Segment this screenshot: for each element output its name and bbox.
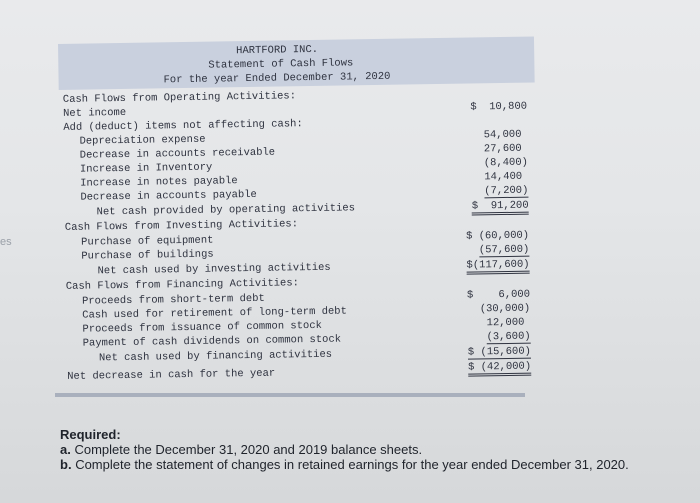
investing-item-label: Purchase of buildings <box>81 248 214 263</box>
investing-total-value: $(117,600) <box>466 259 529 275</box>
margin-fragment: es <box>0 236 12 248</box>
net-change-value: $ (42,000) <box>468 361 531 377</box>
net-income-label: Net income <box>63 106 127 120</box>
statement-header <box>58 37 535 90</box>
required-instructions <box>60 428 629 472</box>
statement-period: For the year Ended December 31, 2020 <box>163 70 391 87</box>
financing-item-label: Proceeds from short-term debt <box>81 292 265 308</box>
operating-item-label: Decrease in accounts receivable <box>79 146 276 162</box>
financing-item-label: Proceeds from issuance of common stock <box>82 319 323 336</box>
operating-heading: Cash Flows from Operating Activities: <box>62 90 297 106</box>
operating-item-label: Increase in notes payable <box>80 175 238 190</box>
financing-item-value: (30,000) <box>479 302 531 316</box>
company-name: HARTFORD INC. <box>236 43 319 58</box>
net-change-label: Net decrease in cash for the year <box>67 367 276 383</box>
investing-item-label: Purchase of equipment <box>81 234 214 249</box>
item-letter: b. <box>60 457 72 472</box>
required-title: Required: <box>60 427 121 442</box>
operating-item-value: 54,000 <box>483 128 522 142</box>
investing-heading: Cash Flows from Investing Activities: <box>64 218 299 234</box>
financing-item-value: 12,000 <box>486 316 525 330</box>
operating-item-value: (8,400) <box>483 156 529 170</box>
financing-item-label: Payment of cash dividends on common stock <box>82 333 342 350</box>
financing-heading: Cash Flows from Financing Activities: <box>65 277 300 293</box>
operating-item-value: 14,400 <box>484 170 523 184</box>
required-item-a <box>60 442 629 457</box>
item-text: Complete the December 31, 2020 and 2019 balance sheets. <box>74 442 423 457</box>
net-income-value: $ 10,800 <box>470 100 528 114</box>
financing-item-label: Cash used for retirement of long-term debt <box>82 305 347 322</box>
operating-item-label: Increase in Inventory <box>79 161 213 176</box>
financing-item-value: (3,600) <box>486 330 531 344</box>
operating-total-label: Net cash provided by operating activities <box>96 202 356 219</box>
divider-bar <box>55 393 525 397</box>
operating-item-label: Decrease in accounts payable <box>80 188 257 204</box>
operating-total-value: $ 91,200 <box>472 200 529 216</box>
financing-item-value: $ 6,000 <box>466 288 531 302</box>
investing-item-value: $ (60,000) <box>465 229 530 243</box>
adjustments-label: Add (deduct) items not affecting cash: <box>63 118 303 134</box>
operating-item-label: Depreciation expense <box>79 133 206 148</box>
operating-item-value: 27,600 <box>483 142 522 156</box>
item-text: Complete the statement of changes in retained earnings for the year ended December 31, 2020. <box>75 457 629 472</box>
financing-total-label: Net cash used by financing activities <box>98 348 333 365</box>
statement-title: Statement of Cash Flows <box>208 57 354 72</box>
investing-total-label: Net cash used by investing activities <box>97 261 331 278</box>
required-item-b <box>60 457 629 472</box>
item-letter: a. <box>60 442 71 457</box>
investing-item-value: (57,600) <box>478 243 530 257</box>
cash-flow-statement <box>58 37 539 394</box>
operating-item-value: (7,200) <box>484 184 529 198</box>
financing-total-value: $ (15,600) <box>467 345 531 359</box>
